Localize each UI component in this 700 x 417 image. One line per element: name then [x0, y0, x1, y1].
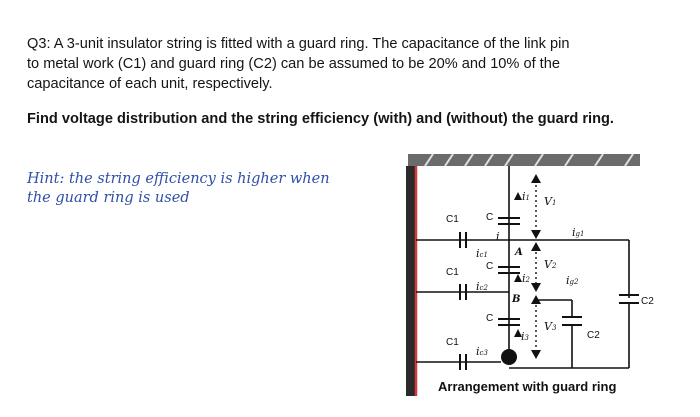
task-statement: Find voltage distribution and the string efficiency (with) and (without) the guard ring. — [27, 111, 614, 127]
question-line-2: to metal work (C1) and guard ring (C2) can be assumed to be 20% and 10% of the — [27, 56, 560, 72]
guard-ring-figure — [400, 150, 700, 417]
c1-capacitors — [460, 232, 466, 370]
v3-label: V3 — [544, 320, 557, 333]
node-b-label: B — [512, 294, 521, 305]
i1-label: i1 — [522, 190, 530, 203]
ic2-label: ic2 — [476, 280, 488, 293]
ig2-label: ig2 — [566, 274, 579, 287]
i2-label: i2 — [522, 272, 530, 285]
ig1-label: ig1 — [572, 226, 585, 239]
hint-line-1: Hint: the string efficiency is higher when — [27, 171, 330, 187]
crossarm — [408, 154, 640, 166]
c1-label-mid: C1 — [446, 267, 459, 278]
question-text — [27, 34, 667, 94]
question-line-1: Q3: A 3-unit insulator string is fitted with a guard ring. The capacitance of the link pin — [27, 36, 570, 52]
c2-label-right: C2 — [641, 296, 654, 307]
ic1-label: ic1 — [476, 247, 488, 260]
c2-label-inner: C2 — [587, 330, 600, 341]
ic3-label: ic3 — [476, 345, 488, 358]
line-conductor — [501, 349, 517, 365]
circuit-diagram — [400, 150, 700, 417]
question-line-3: capacitance of each unit, respectively. — [27, 76, 273, 92]
i3-label: i3 — [521, 330, 529, 343]
v2-label: V2 — [544, 258, 557, 271]
c-label-bot: C — [486, 313, 494, 324]
i-small-label: i — [496, 230, 500, 243]
v1-label: V1 — [544, 195, 557, 208]
c-label-mid: C — [486, 261, 494, 272]
c-label-top: C — [486, 212, 494, 223]
hint-text — [27, 170, 357, 208]
node-a-label: A — [515, 247, 523, 258]
c1-label-bot: C1 — [446, 337, 459, 348]
tower-leg — [406, 166, 416, 396]
hint-line-2: the guard ring is used — [27, 190, 190, 206]
figure-caption: Arrangement with guard ring — [438, 379, 617, 394]
c1-label-top: C1 — [446, 214, 459, 225]
